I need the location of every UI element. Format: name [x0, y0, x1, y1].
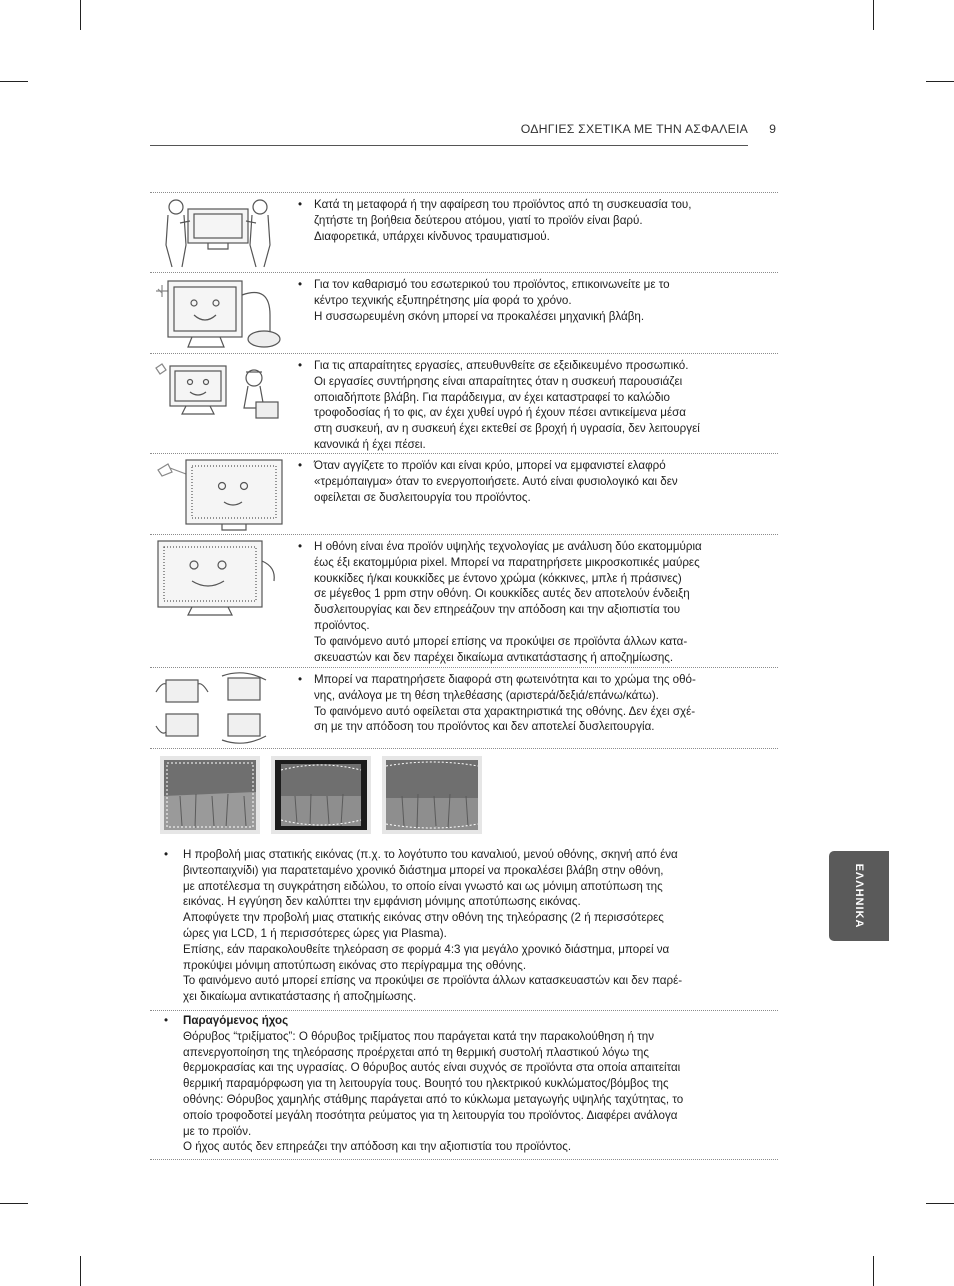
text-line: κέντρο τεχνικής εξυπηρέτησης μία φορά το χρόνο. — [314, 293, 572, 307]
page-header — [150, 122, 778, 144]
text-line: Οι εργασίες συντήρησης είναι απαραίτητες όταν η συσκευή παρουσιάζει — [314, 374, 683, 388]
text-line: οποιαδήποτε βλάβη. Για παράδειγμα, αν έχει καταστραφεί το καλώδιο — [314, 390, 670, 404]
text-line: τροφοδοσίας ή το φις, αν έχει χυθεί υγρό ή έχουν πέσει αντικείμενα μέσα — [314, 406, 686, 420]
text-line: Η προβολή μιας στατικής εικόνας (π.χ. το λογότυπο του καναλιού, μενού οθόνης, σκηνή από ένα — [183, 848, 678, 861]
static-image-warning — [164, 847, 756, 1005]
section-divider — [150, 1159, 778, 1160]
safety-row-viewing — [150, 667, 778, 749]
text-line: Για τις απαραίτητες εργασίες, απευθυνθείτε σε εξειδικευμένο προσωπικό. — [314, 359, 689, 372]
text-line: Το φαινόμενο αυτό οφείλεται στα χαρακτηριστικά της οθόνης. Δεν έχει σχέ- — [314, 704, 696, 718]
cleaning-illustration — [152, 275, 288, 356]
burn-in-example-2 — [271, 756, 371, 834]
text-line: έως έξι εκατομμύρια pixel. Μπορεί να παρατηρήσετε μικροσκοπικές μαύρες — [314, 555, 700, 569]
bullet: • — [298, 198, 303, 211]
text-line: προϊόντος. — [314, 618, 370, 632]
crop-mark — [80, 0, 81, 30]
header-rule — [150, 145, 748, 146]
viewing-illustration — [152, 670, 288, 751]
text-line: ση με την απόδοση του προϊόντος και δεν αποτελεί δυσλειτουργία. — [314, 720, 655, 734]
text-line: Η συσσωρευμένη σκόνη μπορεί να προκαλέσει μηχανική βλάβη. — [314, 309, 645, 323]
text-line: Θόρυβος “τριξίματος”: Ο θόρυβος τριξίματος που παράγεται κατά την παρακολούθηση ή την — [183, 1029, 655, 1043]
burn-in-example-3 — [382, 756, 482, 834]
viewing-text — [298, 672, 768, 735]
pixels-illustration — [152, 537, 288, 624]
cold-text — [298, 458, 768, 505]
text-line: Κατά τη μεταφορά ή την αφαίρεση του προϊόντος από τη συσκευασία του, — [314, 198, 692, 211]
text-line: με αποτέλεσμα τη συγκράτηση ειδώλου, το οποίο είναι γνωστό και ως μόνιμη αποτύπωση της — [183, 879, 663, 893]
text-line: θερμοκρασίας και της υγρασίας. Ο θόρυβος αυτός είναι συχνός σε προϊόντα στα οποία απαιτείται — [183, 1061, 681, 1075]
crop-mark — [873, 1256, 874, 1286]
text-line: απενεργοποίηση της τηλεόρασης προέρχεται από τη θερμική συστολή πλαστικού λόγω της — [183, 1045, 649, 1059]
text-line: Αποφύγετε την προβολή μιας στατικής εικόνας στην οθόνη της τηλεόρασης (2 ή περισσότερες — [183, 911, 664, 925]
text-line: χει δικαίωμα αντικατάστασης ή αποζημίωσης. — [183, 990, 417, 1004]
crop-mark — [80, 1256, 81, 1286]
crop-mark — [0, 1203, 28, 1204]
text-line: Το φαινόμενο αυτό μπορεί επίσης να προκύψει σε προϊόντα άλλων κατα- — [314, 634, 688, 648]
safety-row-cold — [150, 453, 778, 535]
crop-mark — [873, 0, 874, 30]
noise-section — [164, 1013, 756, 1155]
cleaning-text — [298, 277, 768, 324]
safety-row-cleaning — [150, 272, 778, 354]
service-illustration — [152, 356, 288, 437]
text-line: Για τον καθαρισμό του εσωτερικού του προϊόντος, επικοινωνείτε με το — [314, 278, 670, 291]
burn-in-example-1 — [160, 756, 260, 834]
text-line: Μπορεί να παρατηρήσετε διαφορά στη φωτεινότητα και το χρώμα της οθό- — [314, 673, 696, 686]
service-text — [298, 358, 768, 453]
language-tab — [829, 851, 889, 941]
text-line: κανονικά ή έχει πέσει. — [314, 437, 426, 451]
text-line: ζητήστε τη βοήθεια δεύτερου ατόμου, γιατί το προϊόν είναι βαρύ. — [314, 213, 643, 227]
text-line: θερμική παραμόρφωση για τη λειτουργία τους. Βουητό του ηλεκτρικού κυκλώματος/βόμβος της — [183, 1077, 669, 1091]
text-line: εικόνας. Η εγγύηση δεν καλύπτει την εμφάνιση μόνιμης αποτύπωσης εικόνας. — [183, 895, 581, 909]
bullet: • — [298, 359, 303, 372]
text-line: οφείλεται σε δυσλειτουργία του προϊόντος. — [314, 490, 531, 504]
text-line: νης, ανάλογα με τη θέση τηλεθέασης (αριστερά/δεξιά/επάνω/κάτω). — [314, 688, 659, 702]
text-line: Το φαινόμενο αυτό μπορεί επίσης να προκύψει σε προϊόντα άλλων κατασκευαστών και δεν παρέ- — [183, 974, 683, 988]
text-line: Διαφορετικά, υπάρχει κίνδυνος τραυματισμού. — [314, 229, 550, 243]
text-line: οθόνης: Θόρυβος χαμηλής στάθμης παράγεται από το κύκλωμα μεταγωγής υψηλής ταχύτητας, το — [183, 1092, 684, 1106]
text-line: Επίσης, εάν παρακολουθείτε τηλεόραση σε φορμά 4:3 για μεγάλο χρονικό διάστημα, μπορεί να — [183, 942, 670, 956]
crop-mark — [0, 81, 28, 82]
text-line: «τρεμόπαιγμα» όταν το ενεργοποιήσετε. Αυτό είναι φυσιολογικό και δεν — [314, 474, 678, 488]
text-line: σε μέγεθος 1 ppm στην οθόνη. Οι κουκκίδες αυτές δεν αποτελούν ένδειξη — [314, 587, 690, 601]
carry-illustration — [152, 195, 288, 276]
safety-row-pixels — [150, 534, 778, 668]
section-title: ΟΔΗΓΙΕΣ ΣΧΕΤΙΚΑ ΜΕ ΤΗΝ ΑΣΦΑΛΕΙΑ — [520, 122, 748, 136]
text-line: Η οθόνη είναι ένα προϊόν υψηλής τεχνολογίας με ανάλυση δύο εκατομμύρια — [314, 540, 702, 553]
bullet: • — [298, 673, 303, 686]
text-line: βιντεοπαιχνίδι) για παρατεταμένο χρονικό διάστημα μπορεί να προκαλέσει βλάβη στην οθόνη, — [183, 863, 664, 877]
safety-row-service — [150, 353, 778, 454]
text-line: Ο ήχος αυτός δεν επηρεάζει την απόδοση και την αξιοπιστία του προϊόντος. — [183, 1140, 572, 1154]
pixels-text — [298, 539, 768, 665]
bullet: • — [164, 848, 169, 861]
noise-title: Παραγόμενος ήχος — [183, 1014, 289, 1027]
crop-mark — [926, 1203, 954, 1204]
section-divider — [150, 1010, 778, 1011]
text-line: στη συσκευή, αν η συσκευή έχει εκτεθεί σε βροχή ή υγρασία, δεν λειτουργεί — [314, 422, 700, 436]
crop-mark — [926, 81, 954, 82]
language-tab-label: ΕΛΛΗΝΙΚΑ — [853, 863, 865, 929]
bullet: • — [164, 1014, 169, 1027]
bullet: • — [298, 540, 303, 553]
text-line: οποίο τροφοδοτεί μεγάλη ποσότητα ρεύματος για τη λειτουργία του προϊόντος. Διαφέρει ανάλογα — [183, 1108, 678, 1122]
bullet: • — [298, 459, 303, 472]
section-divider — [150, 748, 778, 749]
text-line: προκύψει μόνιμη αποτύπωση εικόνας στο περίγραμμα της οθόνης. — [183, 958, 527, 972]
safety-row-carry — [150, 192, 778, 273]
text-line: κουκκίδες ή/και κουκκίδες με έντονο χρώμα (κόκκινες, μπλε ή πράσινες) — [314, 571, 682, 585]
carry-text — [298, 197, 768, 244]
cold-illustration — [152, 456, 288, 537]
bullet: • — [298, 278, 303, 291]
text-line: με το προϊόν. — [183, 1124, 252, 1138]
text-line: δυσλειτουργίας και δεν επηρεάζουν την απόδοση και την αξιοπιστία του — [314, 603, 681, 617]
text-line: σκευαστών και δεν παρέχει δικαίωμα αντικατάστασης ή αποζημίωσης. — [314, 650, 674, 664]
text-line: ώρες για LCD, 1 ή περισσότερες ώρες για Plasma). — [183, 926, 447, 940]
text-line: Όταν αγγίζετε το προϊόν και είναι κρύο, μπορεί να εμφανιστεί ελαφρό — [314, 459, 666, 472]
page-number: 9 — [769, 122, 776, 136]
